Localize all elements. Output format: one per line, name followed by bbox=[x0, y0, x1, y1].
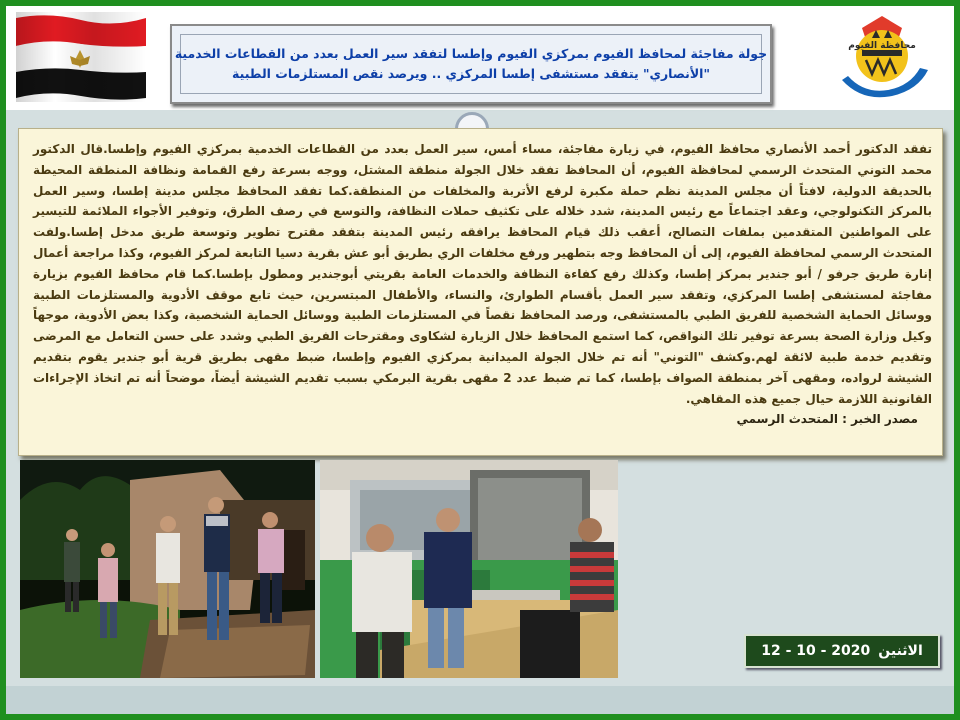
governorate-emblem-icon bbox=[832, 10, 932, 106]
svg-text:محافظة الفيوم: محافظة الفيوم bbox=[848, 41, 916, 51]
headline-line-2: "الأنصاري" يتفقد مستشفى إطسا المركزي .. ويرصد نقص المستلزمات الطبية bbox=[232, 66, 710, 81]
hospital-visit-photo bbox=[320, 460, 618, 678]
article-source: مصدر الخبر : المتحدث الرسمي bbox=[736, 412, 918, 427]
headline-line-1: جولة مفاجئة لمحافظ الفيوم بمركزي الفيوم وإطسا لتفقد سير العمل بعدد من القطاعات الخدمية bbox=[174, 46, 768, 61]
headline-box bbox=[170, 24, 772, 104]
article-body: تفقد الدكتور أحمد الأنصاري محافظ الفيوم، في زيارة مفاجئة، مساء أمس، سير العمل بعدد من القطاعات الخدمية بمركزي الفيوم وإطسا.قال الدكتور محمد التوني المتحدث الرسمي لمحافظة الفيوم، أن المحافظ تفقد خلال الجولة منطقة المشتل، ووجه بسرعة رفع القمامة ونظافة المنطقة المحيطة بالحديقة الدولية، لافتاً أن مجلس المدينة نظم حملة مكبرة لرفع الأتربة والمخلفات من المنطقة.كما تفقد المحافظ مجلس مدينة إطسا، وسير العمل بالمركز التكنولوجي، وعقد اجتماعاً مع رئيس المدينة، شدد خلاله على تكثيف حملات النظافة، والتوسع في رصف الطرق، وتوفير الأجواء الملائمة للتيسير على المواطنين المتقدمين بملفات التصالح، أعقب ذلك قيام المحافظ يرافقه رئيس المدينة بتفقد مقترح تطوير وتوسعة طريق مدخل إطسا.ولفت المتحدث الرسمي لمحافظة الفيوم، إلى أن المحافظ وجه بتطهير ورفع مخلفات الري بطريق أبو عش بقرية دسيا التابعة لمركز الفيوم، وكذا مراجعة أعمال إنارة طريق جرفو / أبو جندير بمركز إطسا، وكذلك رفع كفاءة النظافة والخدمات العامة بقريتي أبوجندير ومطول بإطسا.كما قام محافظ الفيوم بزيارة مفاجئة لمستشفى إطسا المركزي، وتفقد سير العمل بأقسام الطوارئ، والنساء، والأطفال المبتسرين، حيث تابع موقف الأدوية والمستلزمات الطبية ووسائل الحماية الشخصية للفريق الطبي بالمستشفى، ورصد المحافظ نقصاً في المستلزمات الطبية ووسائل الحماية الشخصية، وكذا بعض الأدوية، موجهاً وكيل وزارة الصحة بسرعة توفير تلك النواقص، كما استمع المحافظ خلال الزيارة لشكاوى ومقترحات الفريق الطبي وشدد على حسن التعامل مع المرضى وتقديم خدمة طبية لائقة لهم.وكشف "التوني" أنه تم خلال الجولة الميدانية بمركزي الفيوم وإطسا، ضبط مقهى بطريق قرية أبو جندير يقوم بتقديم الشيشة لرواده، ومقهى آخر بمنطقة الصواف بإطسا، كما تم ضبط عدد 2 مقهى بقرية البرمكي بسبب تقديم الشيشة أيضاً، موضحاً أنه تم اتخاذ الإجراءات القانونية اللازمة حيال جميع هذه المقاهي. bbox=[33, 142, 933, 406]
night-visit-photo bbox=[20, 460, 315, 678]
article-box bbox=[18, 128, 943, 456]
bottom-strip bbox=[6, 686, 954, 714]
date-day: الاثنين bbox=[878, 643, 923, 659]
date-badge bbox=[744, 634, 940, 668]
egypt-flag-icon bbox=[14, 12, 148, 102]
person-4 bbox=[204, 497, 230, 640]
date-value: 12 - 10 - 2020 bbox=[761, 643, 871, 659]
headline-inner bbox=[174, 34, 768, 94]
